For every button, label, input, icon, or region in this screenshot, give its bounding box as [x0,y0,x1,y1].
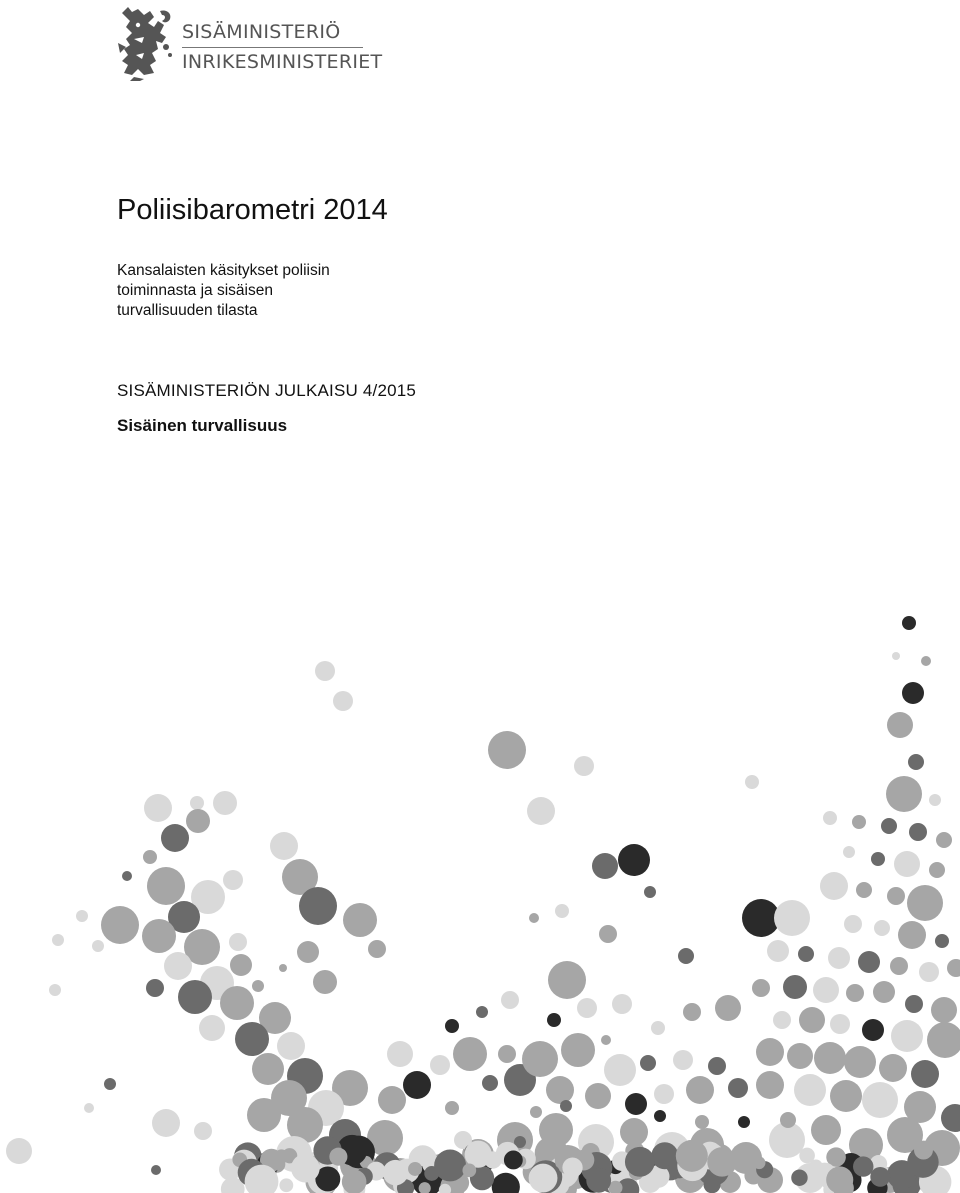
document-title: Poliisibarometri 2014 [117,194,388,226]
lion-emblem-icon [114,3,176,81]
subtitle-line: turvallisuuden tilasta [117,302,258,319]
logo-swedish-name: INRIKESMINISTERIET [182,51,383,73]
logo-finnish-name: SISÄMINISTERIÖ [182,21,341,43]
publication-series: SISÄMINISTERIÖN JULKAISU 4/2015 [117,381,417,400]
ministry-logo [114,3,383,83]
document-subtitle [117,261,330,321]
subtitle-line: Kansalaisten käsitykset poliisin [117,262,330,279]
publication-category: Sisäinen turvallisuus [117,416,288,435]
subtitle-line: toiminnasta ja sisäisen [117,282,273,299]
logo-wordmark [182,21,383,73]
logo-divider [182,47,363,48]
